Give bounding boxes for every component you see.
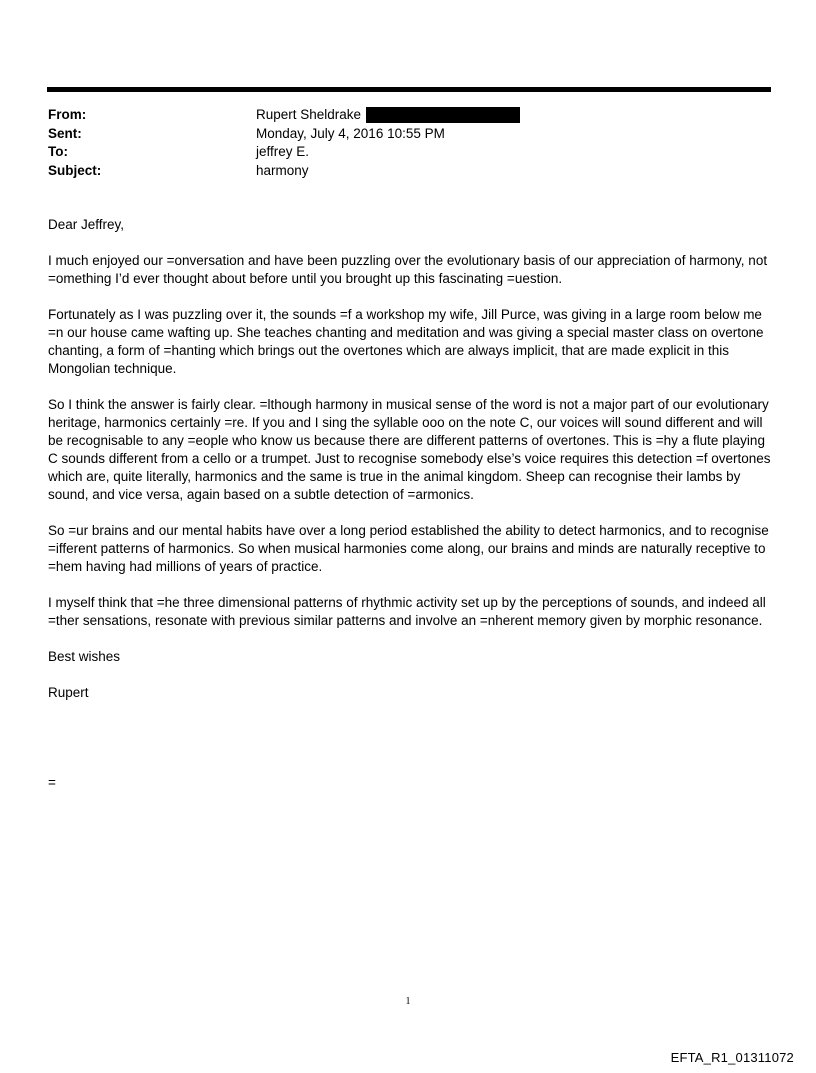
- sent-row: [48, 125, 748, 144]
- from-row: [48, 106, 748, 125]
- trailing-mark: =: [48, 775, 56, 790]
- body-paragraph: I myself think that =he three dimensional patterns of rhythmic activity set up by the perceptions of sounds, and indeed all =ther sensations, resonate with previous similar patterns and involve an =nherent memory given by morphic resonance.: [48, 595, 766, 628]
- body-paragraph: So =ur brains and our mental habits have over a long period established the ability to detect harmonics, and to recognise =ifferent patterns of harmonics. So when musical harmonies come along, our brains and minds are naturally receptive to =hem having had millions of years of practice.: [48, 523, 769, 574]
- bates-id: EFTA_R1_01311072: [670, 1050, 794, 1065]
- from-value: Rupert Sheldrake: [256, 107, 362, 122]
- to-row: [48, 143, 748, 162]
- subject-label: Subject:: [48, 162, 102, 178]
- email-body: [48, 216, 772, 810]
- from-label: From:: [48, 107, 87, 122]
- page-number: 1: [405, 996, 411, 1007]
- header-rule: [47, 87, 771, 92]
- body-paragraph: Fortunately as I was puzzling over it, the sounds =f a workshop my wife, Jill Purce, was giving in a large room below me =n our house came wafting up. She teaches chanting and meditation and was giving a special master class on overtone chanting, a form of =hanting which brings out the overtones which are always implicit, that are made explicit in this Mongolian technique.: [48, 307, 764, 376]
- to-value: jeffrey E.: [256, 144, 310, 159]
- sent-value: Monday, July 4, 2016 10:55 PM: [256, 125, 445, 141]
- to-label: To:: [48, 144, 68, 159]
- signature: Rupert: [48, 685, 89, 700]
- from-value-wrap: [256, 106, 520, 125]
- sent-label: Sent:: [48, 125, 82, 141]
- subject-row: [48, 162, 748, 181]
- greeting: Dear Jeffrey,: [48, 217, 125, 232]
- redaction-box: [366, 107, 520, 123]
- body-paragraph: I much enjoyed our =onversation and have been puzzling over the evolutionary basis of our appreciation of harmony, not =omething I’d ever thought about before until you brought up this fascinating =uestion.: [48, 253, 768, 286]
- email-header: [48, 106, 748, 180]
- body-paragraph: So I think the answer is fairly clear. =lthough harmony in musical sense of the word is not a major part of our evolutionary heritage, harmonics certainly =re. If you and I sing the syllable ooo on the note C, our voices will sound different and will be recognisable to any =eople who know us because there are different patterns of overtones. This is =hy a flute playing C sounds different from a cello or a trumpet. Just to recognise somebody else’s voice requires this detection =f overtones which are, quite literally, harmonics and the same is true in the animal kingdom. Sheep can recognise their lambs by sound, and vice versa, again based on a subtle detection of =armonics.: [48, 397, 771, 502]
- closing: Best wishes: [48, 649, 121, 664]
- subject-value: harmony: [256, 162, 309, 178]
